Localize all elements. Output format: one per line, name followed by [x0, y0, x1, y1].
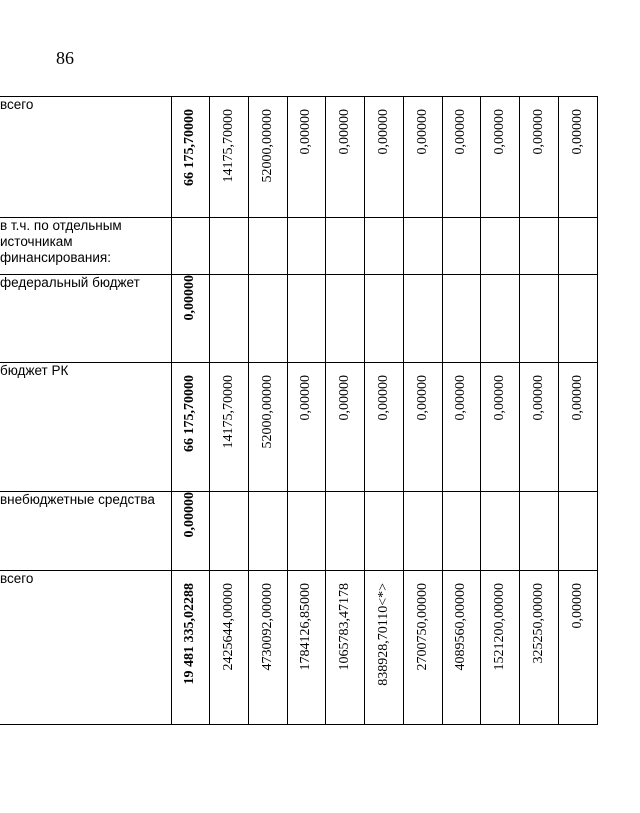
table-cell: 0,00000 — [480, 97, 519, 218]
table-cell: 0,00000 — [171, 275, 209, 363]
table-cell — [442, 218, 480, 275]
table-cell: 66 175,70000 — [171, 97, 209, 218]
table-cell: 838928,70110<*> — [364, 571, 403, 725]
row-label: в т.ч. по отдельным источникам финансирования: — [0, 218, 171, 275]
table-cell: 0,00000 — [403, 97, 442, 218]
table-cell: 0,00000 — [171, 492, 209, 571]
row-label: федеральный бюджет — [0, 275, 171, 363]
table-cell: 0,00000 — [558, 363, 597, 492]
table-cell — [558, 218, 597, 275]
table-cell — [558, 275, 597, 363]
table-cell — [209, 275, 248, 363]
table-cell: 0,00000 — [558, 571, 597, 725]
table-cell — [325, 275, 364, 363]
table-cell: 1065783,47178 — [325, 571, 364, 725]
table-cell — [364, 275, 403, 363]
table-cell: 0,00000 — [403, 363, 442, 492]
table-cell: 4089560,00000 — [442, 571, 480, 725]
table-cell: 0,00000 — [287, 97, 325, 218]
table-cell: 0,00000 — [558, 97, 597, 218]
table-cell — [403, 218, 442, 275]
table-cell — [403, 492, 442, 571]
table-cell: 19 481 335,02288 — [171, 571, 209, 725]
table-cell: 0,00000 — [519, 363, 558, 492]
table-cell: 0,00000 — [364, 97, 403, 218]
table-cell: 52000,00000 — [248, 97, 287, 218]
table-cell: 4730092,00000 — [248, 571, 287, 725]
table-cell — [287, 275, 325, 363]
table-cell: 2425644,00000 — [209, 571, 248, 725]
table-cell — [480, 275, 519, 363]
table-cell — [364, 218, 403, 275]
table-cell — [519, 275, 558, 363]
table-cell — [558, 492, 597, 571]
table-cell — [171, 218, 209, 275]
row-label: бюджет РК — [0, 363, 171, 492]
row-label: всего — [0, 571, 171, 725]
table-cell: 14175,70000 — [209, 97, 248, 218]
table-cell — [287, 218, 325, 275]
table-cell — [209, 492, 248, 571]
table-cell — [325, 492, 364, 571]
table-row — [0, 363, 597, 492]
table-cell: 2700750,00000 — [403, 571, 442, 725]
table-cell — [519, 218, 558, 275]
table-cell: 0,00000 — [287, 363, 325, 492]
table-cell: 325250,00000 — [519, 571, 558, 725]
table-cell: 0,00000 — [519, 97, 558, 218]
table-cell: 0,00000 — [442, 97, 480, 218]
table-cell — [248, 275, 287, 363]
table-cell: 0,00000 — [364, 363, 403, 492]
table-cell: 52000,00000 — [248, 363, 287, 492]
table-cell: 1784126,85000 — [287, 571, 325, 725]
table-cell — [442, 275, 480, 363]
table-cell: 0,00000 — [442, 363, 480, 492]
table-cell: 14175,70000 — [209, 363, 248, 492]
table-row — [0, 218, 597, 275]
row-label: всего — [0, 97, 171, 218]
table-cell — [442, 492, 480, 571]
table-row — [0, 97, 597, 218]
table-cell — [519, 492, 558, 571]
table-cell — [403, 275, 442, 363]
table-row — [0, 275, 597, 363]
page-number: 86 — [56, 48, 74, 68]
table-cell: 0,00000 — [325, 363, 364, 492]
table-cell — [287, 492, 325, 571]
table-cell — [480, 492, 519, 571]
table-cell — [364, 492, 403, 571]
table-cell: 1521200,00000 — [480, 571, 519, 725]
table-cell — [325, 218, 364, 275]
table-cell — [209, 218, 248, 275]
table-row — [0, 571, 597, 725]
budget-table — [0, 96, 598, 725]
table-cell — [248, 218, 287, 275]
table-row — [0, 492, 597, 571]
table-cell: 0,00000 — [325, 97, 364, 218]
row-label: внебюджетные средства — [0, 492, 171, 571]
table-cell — [248, 492, 287, 571]
table-cell — [480, 218, 519, 275]
table-cell: 66 175,70000 — [171, 363, 209, 492]
table-cell: 0,00000 — [480, 363, 519, 492]
